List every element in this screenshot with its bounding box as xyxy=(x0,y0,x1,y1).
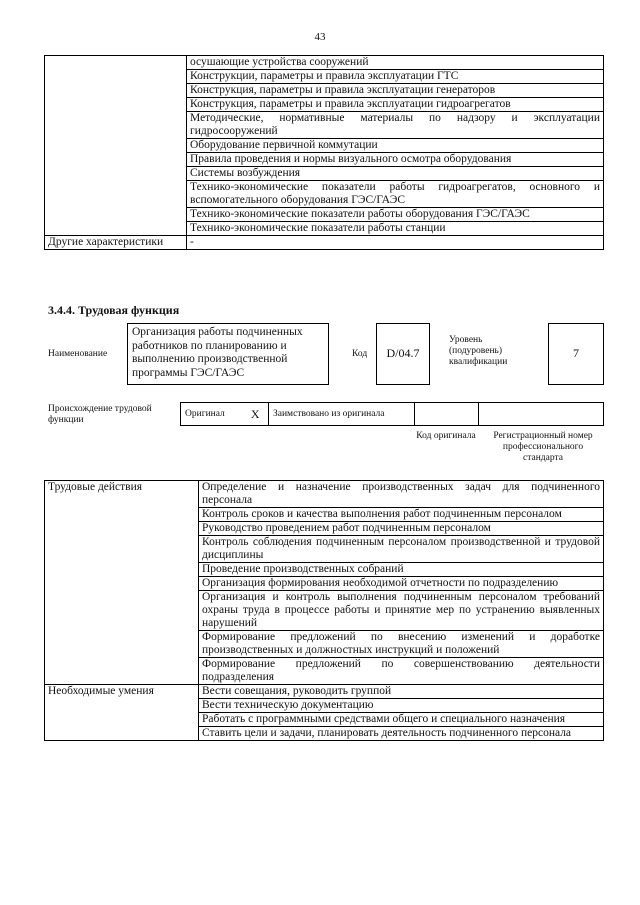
duties-table xyxy=(44,480,604,741)
group-label: Необходимые умения xyxy=(45,685,199,741)
group-item: Формирование предложений по совершенствованию деятельности подразделения xyxy=(199,658,604,685)
duties-table-body xyxy=(45,481,604,741)
group-item: Контроль соблюдения подчиненным персоналом производственной и трудовой дисциплины xyxy=(199,536,604,563)
row-value: Системы возбуждения xyxy=(187,167,604,181)
group-item: Работать с программными средствами общего и специального назначения xyxy=(199,713,604,727)
group-label: Трудовые действия xyxy=(45,481,199,685)
level-box: 7 xyxy=(548,323,604,385)
row-label: Другие характеристики xyxy=(45,236,187,250)
group-item: Руководство проведением работ подчиненным персоналом xyxy=(199,522,604,536)
row-value: осушающие устройства сооружений xyxy=(187,56,604,70)
name-label: Наименование xyxy=(48,349,108,359)
row-value: Конструкции, параметры и правила эксплуатации ГТС xyxy=(187,70,604,84)
row-value: - xyxy=(187,236,604,250)
row-value: Технико-экономические показатели работы гидроагрегатов, основного и вспомогательного оборудования ГЭС/ГАЭС xyxy=(187,181,604,208)
origin-reg-cell xyxy=(479,403,604,426)
group-item: Определение и назначение производственных задач для подчиненного персонала xyxy=(199,481,604,508)
original-label: Оригинал xyxy=(181,403,243,426)
origin-table xyxy=(180,402,604,426)
row-label-empty xyxy=(45,56,187,236)
group-item: Организация и контроль выполнения подчиненным персоналом требований охраны труда в процессе работы и принятие мер по устранению выявленных нарушений xyxy=(199,591,604,631)
group-item: Вести совещания, руководить группой xyxy=(199,685,604,699)
caption-reg-number: Регистрационный номер профессионального стандарта xyxy=(493,431,593,463)
group-item: Проведение производственных собраний xyxy=(199,563,604,577)
group-item: Формирование предложений по внесению изменений и доработке производственных и должностных инструкций и положений xyxy=(199,631,604,658)
row-value: Оборудование первичной коммутации xyxy=(187,139,604,153)
table-row xyxy=(45,685,604,699)
original-mark: X xyxy=(243,403,269,426)
caption-code: Код оригинала xyxy=(416,431,476,441)
origin-label: Происхождение трудовой функции xyxy=(48,404,152,425)
group-item: Вести техническую документацию xyxy=(199,699,604,713)
page-number: 43 xyxy=(314,31,326,43)
knowledge-table-body xyxy=(45,56,604,250)
row-value: Технико-экономические показатели работы станции xyxy=(187,222,604,236)
row-value: Технико-экономические показатели работы оборудования ГЭС/ГАЭС xyxy=(187,208,604,222)
table-row xyxy=(45,481,604,508)
row-value: Конструкция, параметры и правила эксплуатации генераторов xyxy=(187,84,604,98)
table-row xyxy=(45,56,604,70)
origin-code-cell xyxy=(415,403,479,426)
section-title: 3.4.4. Трудовая функция xyxy=(48,303,180,317)
borrowed-label: Заимствовано из оригинала xyxy=(269,403,415,426)
function-name-box: Организация работы подчиненных работников по планированию и выполнению производственной программы ГЭС/ГАЭС xyxy=(127,323,329,385)
table-row xyxy=(45,236,604,250)
row-value: Конструкция, параметры и правила эксплуатации гидроагрегатов xyxy=(187,98,604,112)
knowledge-table xyxy=(44,55,604,250)
code-label: Код xyxy=(352,349,368,359)
function-code-box: D/04.7 xyxy=(376,323,430,385)
group-item: Ставить цели и задачи, планировать деятельность подчиненного персонала xyxy=(199,727,604,741)
row-value: Правила проведения и нормы визуального осмотра оборудования xyxy=(187,153,604,167)
group-item: Организация формирования необходимой отчетности по подразделению xyxy=(199,577,604,591)
row-value: Методические, нормативные материалы по надзору и эксплуатации гидросооружений xyxy=(187,112,604,139)
group-item: Контроль сроков и качества выполнения работ подчиненным персоналом xyxy=(199,508,604,522)
level-label: Уровень (подуровень) квалификации xyxy=(449,335,508,367)
